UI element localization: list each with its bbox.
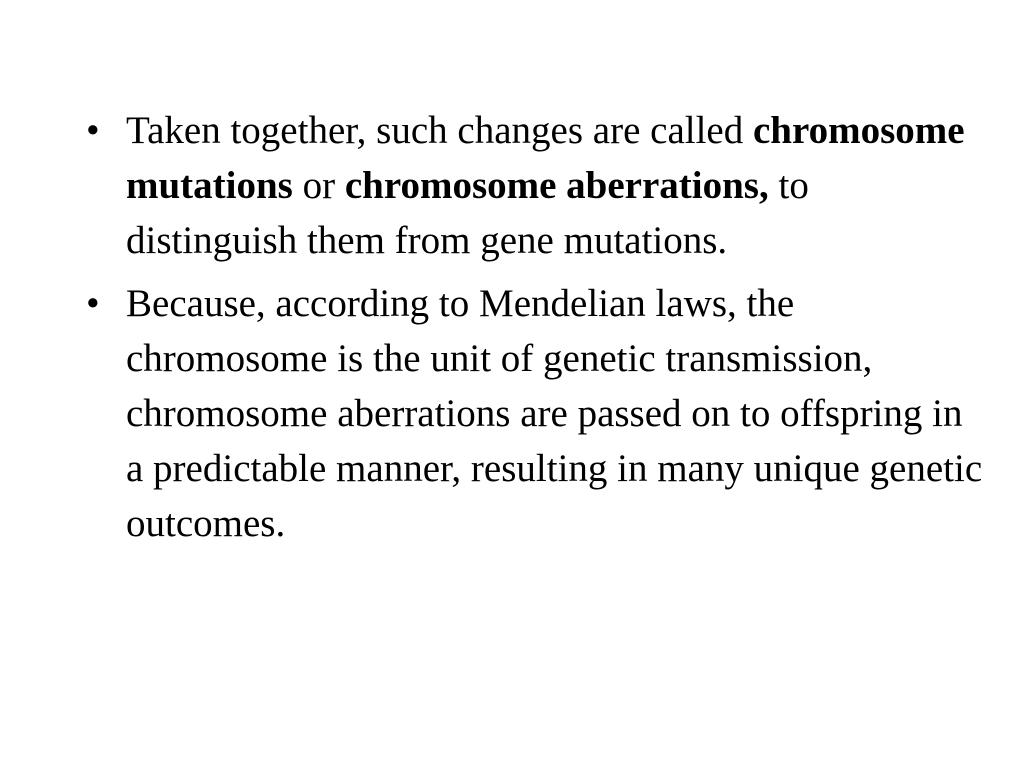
term-chromosome-aberrations: chromosome aberrations,	[344, 164, 769, 207]
bullet-list	[86, 103, 986, 559]
bullet-text-1-part-1: Taken together, such changes are called	[126, 109, 753, 152]
bullet-text-2: Because, according to Mendelian laws, the chromosome is the unit of genetic transmission, chromosome aberrations are passed on to offspring in a predictable manner, resulting in many unique genetic outcomes.	[126, 282, 983, 545]
term-chromosome-mutations: chromosome mutations	[126, 109, 965, 207]
bullet-item	[86, 276, 986, 551]
bullet-text-1-part-2: or	[292, 164, 345, 207]
bullet-marker: •	[86, 109, 100, 152]
bullet-text-1-part-3: to distinguish them from gene mutations.	[126, 164, 809, 262]
bullet-marker: •	[86, 282, 100, 325]
bullet-item	[86, 103, 986, 268]
